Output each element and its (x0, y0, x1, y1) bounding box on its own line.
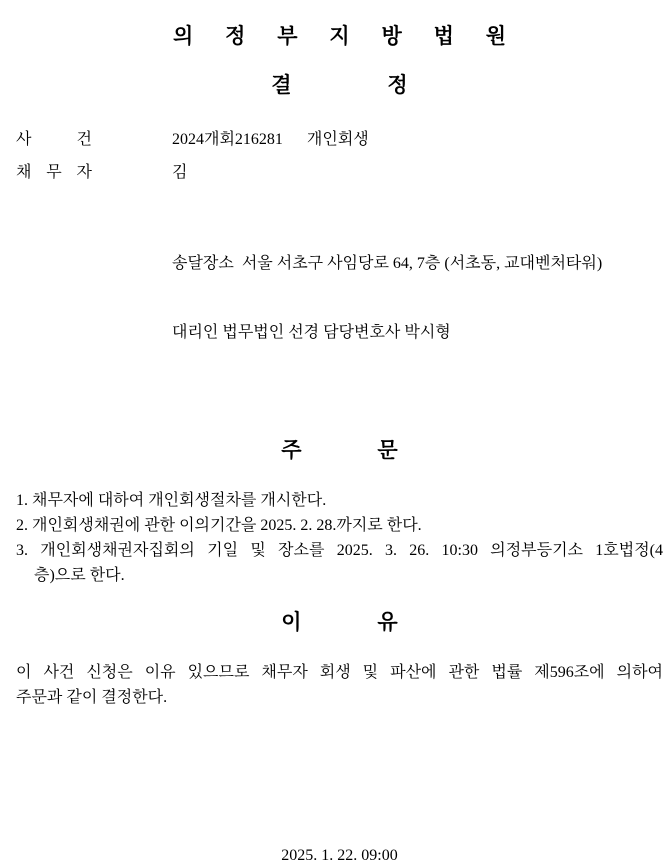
document-type-heading: 결 정 (271, 74, 408, 97)
case-type: 개인회생 (306, 131, 369, 148)
order-section-heading: 주 문 (281, 439, 398, 462)
debtor-label (16, 160, 92, 185)
order-item-1: 1. 채무자에 대하여 개인회생절차를 개시한다. (16, 492, 327, 509)
decision-datetime: 2025. 1. 22. 09:00 (281, 847, 398, 864)
reason-section-heading: 이 유 (281, 611, 398, 634)
case-label (16, 127, 92, 152)
debtor-name: 김 (172, 164, 188, 181)
case-number: 2024개회216281 (172, 131, 283, 148)
service-address-line: 송달장소 서울 서초구 사임당로 64, 7층 (서초동, 교대벤처타워) (172, 255, 603, 272)
reason-line-2: 주문과 같이 결정한다. (16, 689, 168, 706)
case-row (16, 127, 663, 152)
debtor-row (16, 160, 663, 185)
address-block (172, 206, 663, 390)
case-value (172, 127, 369, 152)
court-name-heading: 의 정 부 지 방 법 원 (172, 25, 506, 48)
attorney-line: 대리인 법무법인 선경 담당변호사 박시형 (172, 324, 451, 341)
debtor-label-char: 채 (16, 164, 32, 181)
debtor-label-char: 자 (76, 164, 92, 181)
case-label-char: 건 (76, 131, 92, 148)
case-label-char: 사 (16, 131, 32, 148)
debtor-label-char: 무 (46, 164, 62, 181)
reason-line-1: 이 사건 신청은 이유 있으므로 채무자 회생 및 파산에 관한 법률 제596조에 의하여 (16, 664, 663, 681)
order-items (16, 488, 663, 588)
court-decision-document (0, 24, 667, 864)
order-item-3: 3. 개인회생채권자집회의 기일 및 장소를 2025. 3. 26. 10:30 의정부등기소 1호법정(4 (16, 542, 663, 559)
order-item-3-continuation: 층)으로 한다. (34, 567, 125, 584)
reason-text (16, 660, 663, 710)
order-item-2: 2. 개인회생채권에 관한 이의기간을 2025. 2. 28.까지로 한다. (16, 517, 422, 534)
